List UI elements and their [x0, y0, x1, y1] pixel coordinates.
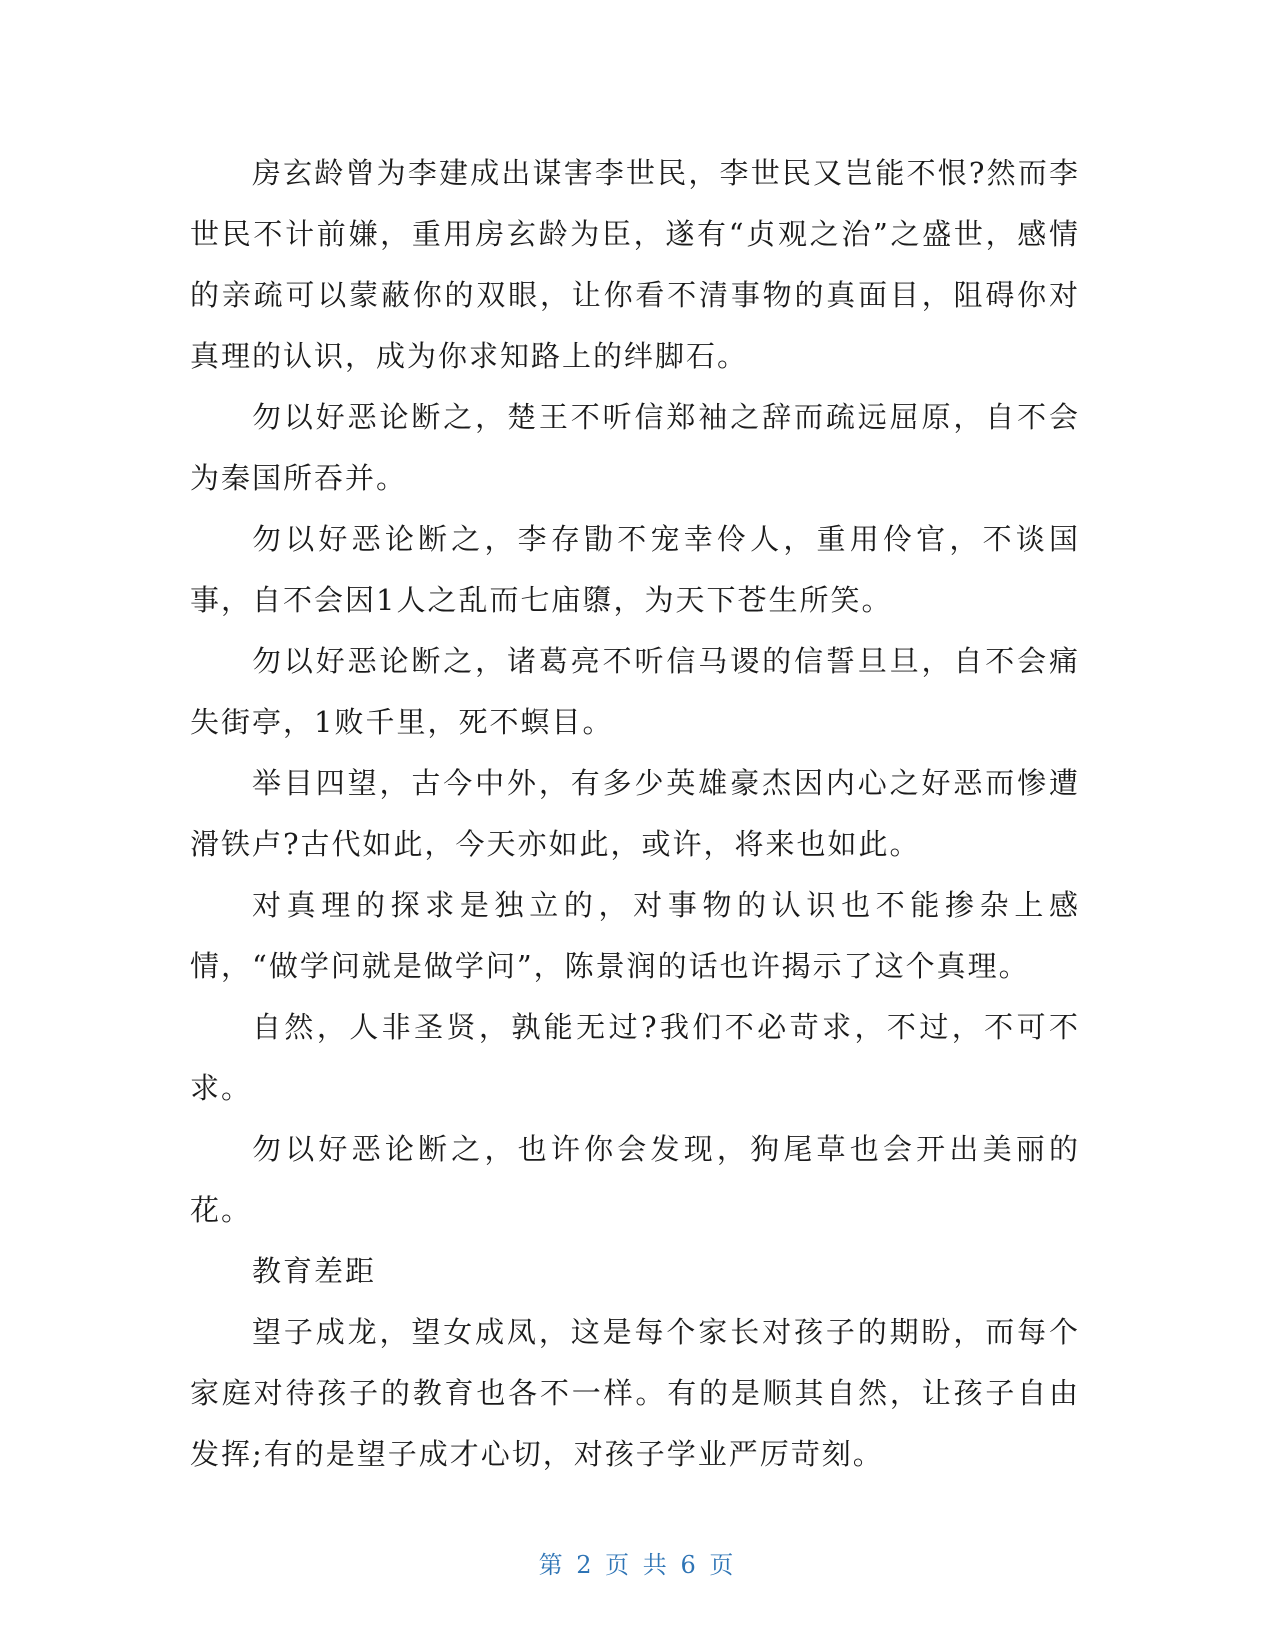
paragraph: 房玄龄曾为李建成出谋害李世民，李世民又岂能不恨?然而李世民不计前嫌，重用房玄龄为臣，遂有“贞观之治”之盛世，感情的亲疏可以蒙蔽你的双眼，让你看不清事物的真面目，阻碍你对真理的认识，成为你求知路上的绊脚石。 — [190, 156, 1080, 373]
paragraph: 勿以好恶论断之，诸葛亮不听信马谡的信誓旦旦，自不会痛失街亭，1败千里，死不螟目。 — [190, 644, 1080, 739]
section-heading: 教育差距 — [252, 1254, 377, 1288]
paragraph: 勿以好恶论断之，也许你会发现，狗尾草也会开出美丽的花。 — [190, 1132, 1080, 1227]
paragraph: 举目四望，古今中外，有多少英雄豪杰因内心之好恶而惨遭滑铁卢?古代如此，今天亦如此，或许，将来也如此。 — [190, 766, 1080, 861]
paragraph: 勿以好恶论断之，楚王不听信郑袖之辞而疏远屈原，自不会为秦国所吞并。 — [190, 400, 1080, 495]
paragraph: 望子成龙，望女成凤，这是每个家长对孩子的期盼，而每个家庭对待孩子的教育也各不一样。有的是顺其自然，让孩子自由发挥;有的是望子成才心切，对孩子学业严厉苛刻。 — [190, 1315, 1080, 1471]
paragraph: 对真理的探求是独立的，对事物的认识也不能掺杂上感情，“做学问就是做学问”，陈景润的话也许揭示了这个真理。 — [190, 888, 1080, 983]
paragraph: 自然，人非圣贤，孰能无过?我们不必苛求，不过，不可不求。 — [190, 1010, 1080, 1105]
page-number-footer: 第 2 页 共 6 页 — [538, 1551, 737, 1579]
document-body — [190, 143, 1080, 1485]
paragraph: 勿以好恶论断之，李存勖不宠幸伶人，重用伶官，不谈国事，自不会因1人之乱而七庙隳，为天下苍生所笑。 — [190, 522, 1080, 617]
